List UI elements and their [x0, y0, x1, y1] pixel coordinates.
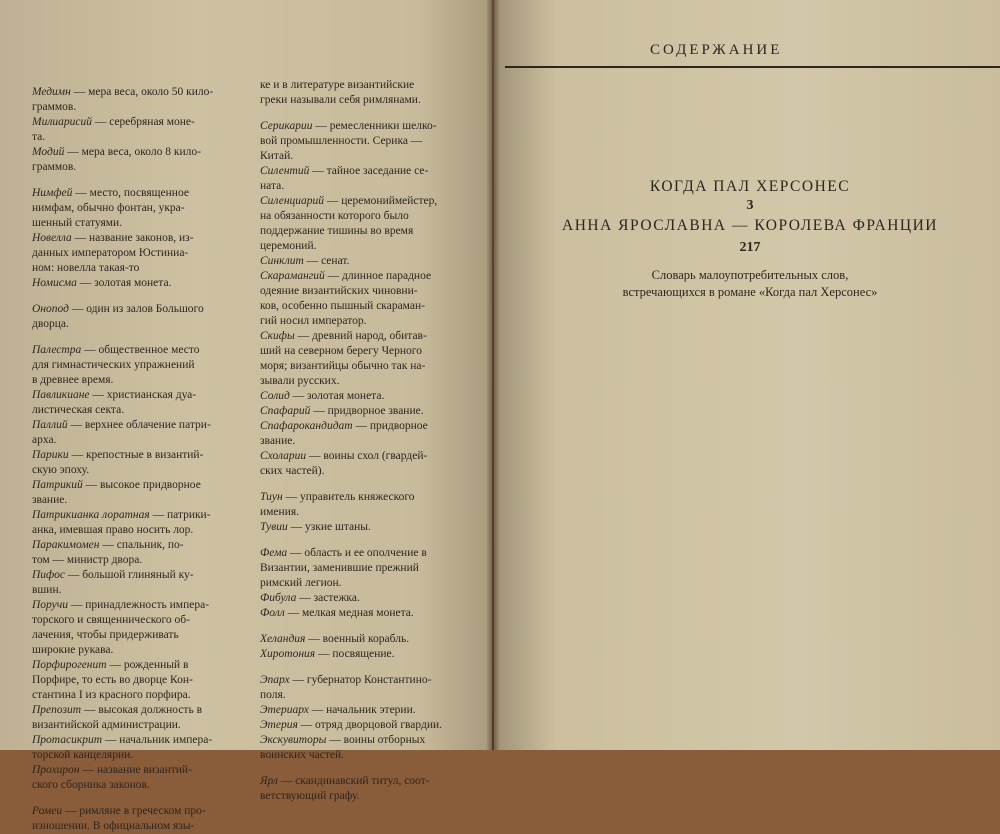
glossary-term: Синклит [260, 255, 304, 267]
glossary-line [32, 778, 247, 793]
glossary-text: — высокое придворное [85, 479, 201, 491]
glossary-entry [260, 269, 475, 329]
glossary-line [32, 688, 247, 703]
glossary-line [260, 209, 475, 224]
glossary-line [260, 254, 475, 269]
glossary-entry [260, 194, 475, 254]
glossary-line [260, 299, 475, 314]
glossary-entry [32, 85, 247, 115]
glossary-line [32, 658, 247, 673]
glossary-text: римский легион. [260, 577, 342, 589]
glossary-term: Милиарисий [32, 116, 92, 128]
glossary-line [32, 317, 247, 332]
glossary-term: Силентий [260, 165, 310, 177]
glossary-line [32, 448, 247, 463]
glossary-line [32, 302, 247, 317]
glossary-text: граммов. [32, 161, 77, 173]
glossary-line [260, 576, 475, 591]
glossary-term: Экскувиторы [260, 734, 327, 746]
glossary-line [260, 119, 475, 134]
glossary-text: — христианская дуа- [92, 389, 197, 401]
glossary-line [260, 703, 475, 718]
glossary-text: — придворное [355, 420, 428, 432]
glossary-entry [260, 404, 475, 419]
glossary-text: — название законов, из- [74, 232, 194, 244]
glossary-text: — высокая должность в [83, 704, 203, 716]
glossary-entry [260, 164, 475, 194]
glossary-line [260, 449, 475, 464]
glossary-term: Номисма [32, 277, 77, 289]
glossary-text: зывали русских. [260, 375, 340, 387]
glossary-line [260, 546, 475, 561]
glossary-text: — узкие штаны. [290, 521, 371, 533]
glossary-line [260, 359, 475, 374]
glossary-term: Тиун [260, 491, 283, 503]
glossary-line [260, 239, 475, 254]
glossary-line [260, 78, 475, 93]
glossary-text: — серебряная моне- [94, 116, 195, 128]
glossary-entry [260, 733, 475, 763]
glossary-term: Спафарокандидат [260, 420, 353, 432]
glossary-line [260, 520, 475, 535]
glossary-term: Паракимомен [32, 539, 100, 551]
glossary-entry [260, 632, 475, 647]
glossary-line [32, 216, 247, 231]
glossary-line [260, 505, 475, 520]
glossary-text: византийской администрации. [32, 719, 181, 731]
glossary-term: Протасикрит [32, 734, 103, 746]
glossary-text: звание. [260, 435, 296, 447]
glossary-line [32, 160, 247, 175]
glossary-text: — скандинавский титул, соот- [280, 775, 430, 787]
glossary-line [32, 613, 247, 628]
glossary-text: изношении. В официальном язы- [32, 820, 195, 832]
glossary-entry [32, 343, 247, 388]
glossary-entry [32, 733, 247, 763]
glossary-line [32, 703, 247, 718]
glossary-text: — церемониймейстер, [326, 195, 438, 207]
glossary-line [32, 643, 247, 658]
glossary-entry [32, 302, 247, 332]
glossary-entry [32, 145, 247, 175]
glossary-line [32, 673, 247, 688]
toc-appendix-line: Словарь малоупотребительных слов, [651, 268, 849, 282]
glossary-text: ских частей). [260, 465, 325, 477]
glossary-column-2 [260, 78, 475, 804]
glossary-entry [32, 568, 247, 598]
glossary-term: Павликиане [32, 389, 90, 401]
glossary-term: Патрикианка лоратная [32, 509, 150, 521]
glossary-entry [260, 647, 475, 662]
glossary-entry [260, 673, 475, 703]
glossary-entry [32, 508, 247, 538]
glossary-text: стантина I из красного порфира. [32, 689, 191, 701]
glossary-line [32, 246, 247, 261]
glossary-text: ната. [260, 180, 285, 192]
glossary-line [32, 186, 247, 201]
glossary-column-1 [32, 85, 247, 834]
glossary-text: ном: новелла такая-то [32, 262, 140, 274]
glossary-text: — общественное место [84, 344, 200, 356]
glossary-entry [260, 520, 475, 535]
glossary-entry [260, 389, 475, 404]
glossary-text: торской канцелярии. [32, 749, 134, 761]
book-gutter [486, 0, 500, 750]
glossary-text: — римляне в греческом про- [65, 805, 206, 817]
glossary-text: — большой глиняный ку- [67, 569, 194, 581]
glossary-text: — застежка. [299, 592, 360, 604]
glossary-term: Патрикий [32, 479, 83, 491]
glossary-entry [32, 478, 247, 508]
glossary-line [32, 819, 247, 834]
glossary-term: Фолл [260, 607, 285, 619]
glossary-text: Порфире, то есть во дворце Кон- [32, 674, 193, 686]
glossary-line [260, 591, 475, 606]
glossary-text: — воины схол (гвардей- [308, 450, 428, 462]
glossary-line [260, 774, 475, 789]
glossary-term: Фибула [260, 592, 297, 604]
glossary-text: воинских частей. [260, 749, 345, 761]
glossary-term: Парики [32, 449, 69, 461]
glossary-term: Фема [260, 547, 288, 559]
glossary-text: шенный статуями. [32, 217, 123, 229]
glossary-text: — верхнее облачение патри- [70, 419, 211, 431]
glossary-line [260, 490, 475, 505]
glossary-line [32, 100, 247, 115]
glossary-line [260, 606, 475, 621]
glossary-entry [260, 419, 475, 449]
glossary-text: дворца. [32, 318, 69, 330]
glossary-entry [260, 78, 475, 108]
glossary-line [260, 93, 475, 108]
glossary-text: — воины отборных [329, 734, 426, 746]
glossary-term: Ярл [260, 775, 278, 787]
glossary-line [260, 179, 475, 194]
glossary-line [260, 632, 475, 647]
glossary-term: Пифос [32, 569, 65, 581]
glossary-entry [260, 606, 475, 621]
glossary-text: Византии, заменившие прежний [260, 562, 419, 574]
glossary-entry [32, 804, 247, 834]
right-page [494, 0, 1000, 750]
glossary-term: Спафарий [260, 405, 311, 417]
glossary-term: Ромеи [32, 805, 63, 817]
glossary-line [32, 523, 247, 538]
glossary-line [32, 508, 247, 523]
glossary-text: — древний народ, обитав- [297, 330, 427, 342]
glossary-term: Этерия [260, 719, 298, 731]
glossary-text: данных императором Юстиниа- [32, 247, 189, 259]
glossary-line [32, 145, 247, 160]
glossary-term: Хеландия [260, 633, 306, 645]
glossary-text: — придворное звание. [313, 405, 424, 417]
glossary-line [260, 344, 475, 359]
glossary-text: широкие рукава. [32, 644, 114, 656]
glossary-text: — золотая монета. [79, 277, 172, 289]
glossary-line [260, 733, 475, 748]
glossary-text: — крепостные в византий- [71, 449, 204, 461]
glossary-line [32, 748, 247, 763]
glossary-term: Схоларии [260, 450, 307, 462]
toc-entry-title-1: КОГДА ПАЛ ХЕРСОНЕС [649, 178, 851, 195]
glossary-text: — один из залов Большого [71, 303, 204, 315]
glossary-term: Скарамангий [260, 270, 325, 282]
glossary-term: Модий [32, 146, 65, 158]
glossary-term: Серикарии [260, 120, 313, 132]
glossary-line [260, 419, 475, 434]
glossary-entry [32, 418, 247, 448]
glossary-line [260, 389, 475, 404]
glossary-text: — тайное заседание се- [312, 165, 429, 177]
glossary-text: — ремесленники шелко- [315, 120, 437, 132]
glossary-text: Китай. [260, 150, 294, 162]
glossary-text: анка, имевшая право носить лор. [32, 524, 194, 536]
glossary-text: поддержание тишины во время [260, 225, 414, 237]
glossary-line [32, 598, 247, 613]
glossary-entry [260, 774, 475, 804]
glossary-line [32, 276, 247, 291]
glossary-text: ского сборника законов. [32, 779, 150, 791]
glossary-text: — отряд дворцовой гвардии. [300, 719, 443, 731]
glossary-entry [260, 718, 475, 733]
glossary-text: вой промышленности. Серика — [260, 135, 423, 147]
glossary-line [32, 493, 247, 508]
glossary-entry [260, 119, 475, 164]
glossary-term: Хиротония [260, 648, 316, 660]
glossary-line [260, 718, 475, 733]
glossary-line [260, 314, 475, 329]
glossary-line [32, 115, 247, 130]
glossary-text: — военный корабль. [308, 633, 410, 645]
glossary-text: — мелкая медная монета. [287, 607, 414, 619]
glossary-text: поля. [260, 689, 286, 701]
glossary-text: — мера веса, около 50 кило- [73, 86, 214, 98]
glossary-line [32, 261, 247, 276]
glossary-text: — сенат. [306, 255, 350, 267]
glossary-text: — управитель княжеского [285, 491, 415, 503]
glossary-text: имения. [260, 506, 300, 518]
glossary-line [32, 583, 247, 598]
glossary-text: — длинное парадное [327, 270, 432, 282]
glossary-text: ков, особенно пышный скараман- [260, 300, 425, 312]
glossary-text: — начальник этерии. [311, 704, 416, 716]
glossary-text: звание. [32, 494, 68, 506]
glossary-text: на обязанности которого было [260, 210, 409, 222]
glossary-text: — золотая монета. [292, 390, 385, 402]
glossary-text: — губернатор Константино- [292, 674, 432, 686]
glossary-term: Этериарх [260, 704, 309, 716]
glossary-line [260, 284, 475, 299]
toc-appendix-line: встречающихся в романе «Когда пал Херсонес» [622, 285, 878, 299]
glossary-text: ший на северном берегу Черного [260, 345, 422, 357]
glossary-line [32, 201, 247, 216]
glossary-line [32, 130, 247, 145]
glossary-text: — патрики- [152, 509, 211, 521]
glossary-line [260, 329, 475, 344]
glossary-line [32, 478, 247, 493]
glossary-text: церемоний. [260, 240, 317, 252]
glossary-text: одеяние византийских чиновни- [260, 285, 418, 297]
glossary-text: — область и ее ополчение в [290, 547, 427, 559]
glossary-text: — начальник импера- [104, 734, 213, 746]
glossary-term: Силенциарий [260, 195, 325, 207]
glossary-entry [260, 254, 475, 269]
glossary-text: гий носил император. [260, 315, 367, 327]
glossary-line [260, 404, 475, 419]
left-page [0, 0, 492, 832]
glossary-line [32, 733, 247, 748]
glossary-text: — рожденный в [109, 659, 189, 671]
glossary-line [260, 269, 475, 284]
glossary-term: Нимфей [32, 187, 73, 199]
glossary-term: Новелла [32, 232, 72, 244]
glossary-line [260, 464, 475, 479]
glossary-line [260, 374, 475, 389]
glossary-term: Солид [260, 390, 290, 402]
glossary-term: Прохирон [32, 764, 80, 776]
glossary-text: лачения, чтобы придерживать [32, 629, 179, 641]
toc-appendix [540, 267, 960, 301]
glossary-line [32, 343, 247, 358]
glossary-entry [260, 329, 475, 389]
glossary-entry [260, 703, 475, 718]
glossary-term: Эпарх [260, 674, 290, 686]
glossary-term: Палестра [32, 344, 82, 356]
glossary-line [260, 561, 475, 576]
glossary-term: Онопод [32, 303, 69, 315]
glossary-entry [32, 276, 247, 291]
glossary-entry [32, 231, 247, 276]
glossary-line [260, 789, 475, 804]
glossary-line [260, 647, 475, 662]
glossary-line [260, 673, 475, 688]
glossary-text: — принадлежность импера- [70, 599, 210, 611]
glossary-text: моря; византийцы обычно так на- [260, 360, 426, 372]
glossary-entry [32, 448, 247, 478]
glossary-entry [260, 546, 475, 591]
glossary-entry [32, 658, 247, 703]
glossary-line [260, 134, 475, 149]
glossary-text: — название византий- [82, 764, 192, 776]
glossary-line [32, 718, 247, 733]
glossary-text: для гимнастических упражнений [32, 359, 195, 371]
glossary-entry [32, 703, 247, 733]
glossary-entry [260, 449, 475, 479]
glossary-entry [32, 763, 247, 793]
glossary-entry [260, 490, 475, 520]
glossary-entry [32, 186, 247, 231]
glossary-line [260, 748, 475, 763]
glossary-term: Препозит [32, 704, 82, 716]
glossary-text: — посвящение. [318, 648, 395, 660]
glossary-term: Тувии [260, 521, 288, 533]
glossary-entry [32, 538, 247, 568]
glossary-term: Паллий [32, 419, 68, 431]
glossary-entry [32, 388, 247, 418]
contents-rule [505, 66, 1000, 68]
glossary-line [32, 403, 247, 418]
glossary-term: Скифы [260, 330, 295, 342]
glossary-text: листическая секта. [32, 404, 125, 416]
glossary-line [32, 231, 247, 246]
glossary-line [260, 194, 475, 209]
glossary-text: граммов. [32, 101, 77, 113]
glossary-text: арха. [32, 434, 57, 446]
glossary-line [32, 358, 247, 373]
glossary-text: том — министр двора. [32, 554, 143, 566]
glossary-text: в древнее время. [32, 374, 114, 386]
glossary-line [32, 538, 247, 553]
toc-entry-page-1: 3 [746, 198, 754, 213]
glossary-line [260, 224, 475, 239]
glossary-text: та. [32, 131, 46, 143]
toc-entry-page-2: 217 [739, 240, 761, 255]
glossary-line [32, 553, 247, 568]
glossary-line [32, 804, 247, 819]
glossary-text: скую эпоху. [32, 464, 90, 476]
glossary-entry [32, 598, 247, 658]
glossary-line [32, 388, 247, 403]
contents-heading: СОДЕРЖАНИЕ [650, 42, 783, 58]
glossary-line [260, 164, 475, 179]
glossary-text: ветствующий графу. [260, 790, 360, 802]
glossary-line [260, 434, 475, 449]
glossary-text: — место, посвященное [75, 187, 189, 199]
glossary-text: — мера веса, около 8 кило- [67, 146, 201, 158]
glossary-term: Медимн [32, 86, 71, 98]
glossary-text: греки называли себя римлянами. [260, 94, 421, 106]
glossary-entry [32, 115, 247, 145]
glossary-text: ке и в литературе византийские [260, 79, 415, 91]
glossary-line [32, 463, 247, 478]
glossary-text: нимфам, обычно фонтан, укра- [32, 202, 185, 214]
glossary-text: торского и священнического об- [32, 614, 190, 626]
glossary-line [32, 568, 247, 583]
toc-entry-title-2: АННА ЯРОСЛАВНА — КОРОЛЕВА ФРАНЦИИ [562, 217, 938, 234]
glossary-term: Порфирогенит [32, 659, 107, 671]
glossary-line [32, 433, 247, 448]
glossary-term: Поручи [32, 599, 68, 611]
glossary-line [32, 628, 247, 643]
glossary-line [260, 149, 475, 164]
glossary-line [32, 763, 247, 778]
glossary-line [32, 373, 247, 388]
glossary-text: вшин. [32, 584, 62, 596]
glossary-line [260, 688, 475, 703]
glossary-text: — спальник, по- [102, 539, 184, 551]
glossary-line [32, 418, 247, 433]
glossary-line [32, 85, 247, 100]
glossary-entry [260, 591, 475, 606]
